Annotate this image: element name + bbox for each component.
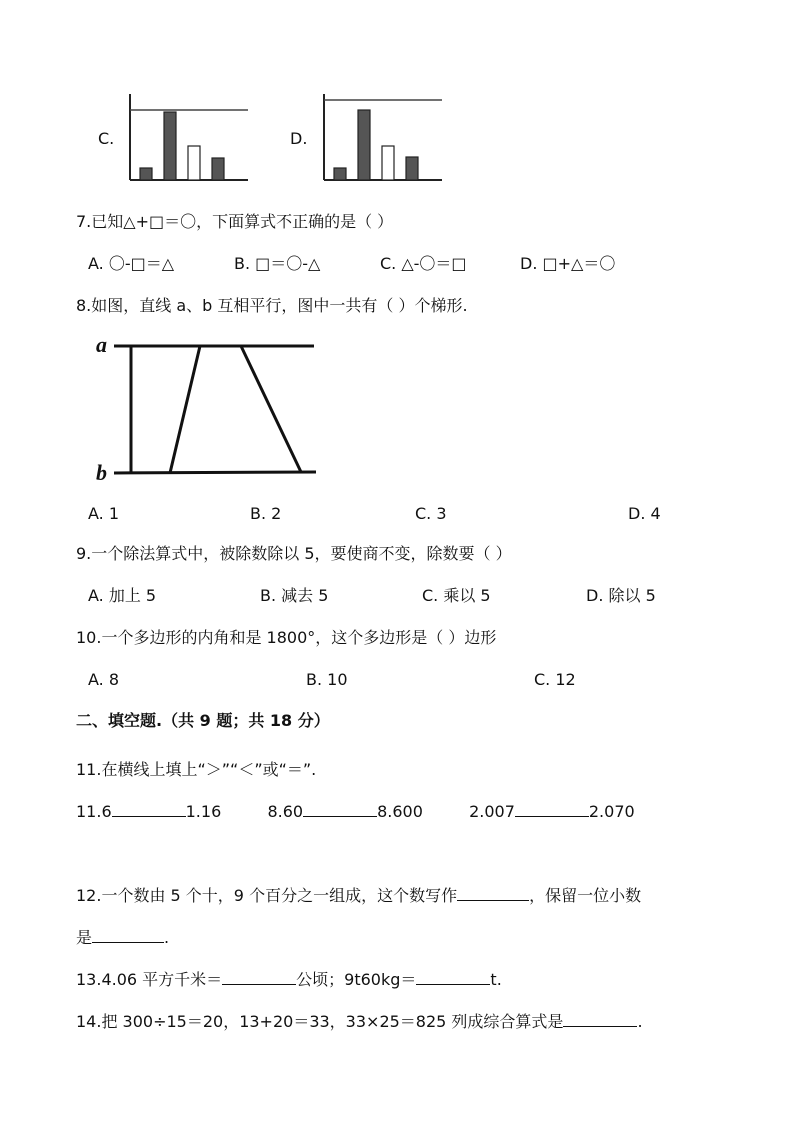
q6-option-d-label[interactable]: D. xyxy=(290,129,308,148)
section-2-title: 二、填空题.（共 9 题；共 18 分） xyxy=(76,711,330,730)
q10-option-a[interactable]: A. 8 xyxy=(88,670,120,689)
q10-option-b[interactable]: B. 10 xyxy=(306,670,348,689)
q13-text-1: 13.4.06 平方千米＝ xyxy=(76,970,223,989)
q9-option-a[interactable]: A. 加上 5 xyxy=(88,586,157,605)
q13-text-3: t. xyxy=(490,970,502,989)
q13-blank-2[interactable] xyxy=(416,984,490,985)
q11-part3-right: 2.070 xyxy=(588,802,635,821)
q12-text-1: 12.一个数由 5 个十，9 个百分之一组成，这个数写作 xyxy=(76,886,458,905)
q11-part1-left: 11.6 xyxy=(76,802,112,821)
q9-option-c[interactable]: C. 乘以 5 xyxy=(422,586,491,605)
q11-stem: 11.在横线上填上“＞”“＜”或“＝”. xyxy=(76,760,317,779)
q14-text-2: . xyxy=(637,1012,643,1031)
chart-c-bar-1 xyxy=(140,168,152,180)
q9-stem: 9.一个除法算式中，被除数除以 5，要使商不变，除数要（ ） xyxy=(76,544,512,563)
q8-option-a[interactable]: A. 1 xyxy=(88,504,120,523)
q9-option-b[interactable]: B. 减去 5 xyxy=(260,586,329,605)
q8-trapezoid-figure xyxy=(88,330,328,490)
q12-line-1 xyxy=(76,886,641,906)
q10-option-c[interactable]: C. 12 xyxy=(534,670,576,689)
q14-line xyxy=(76,1012,643,1032)
q7-option-c[interactable]: C. △-〇＝□ xyxy=(380,254,467,273)
q11-comparisons xyxy=(76,802,635,822)
q10-stem: 10.一个多边形的内角和是 1800°，这个多边形是（ ）边形 xyxy=(76,628,497,647)
q12-line-2 xyxy=(76,928,169,948)
q8-option-c[interactable]: C. 3 xyxy=(415,504,447,523)
q12-text-2: ，保留一位小数 xyxy=(529,886,642,905)
q12-text-3: 是 xyxy=(76,928,93,947)
q7-option-a[interactable]: A. 〇-□＝△ xyxy=(88,254,175,273)
q12-text-4: . xyxy=(164,928,170,947)
chart-d-bar-1 xyxy=(334,168,346,180)
chart-d-bar-3 xyxy=(382,146,394,180)
chart-d-bar-4 xyxy=(406,157,418,180)
q6-option-c-chart xyxy=(120,92,250,186)
q7-option-b[interactable]: B. □＝〇-△ xyxy=(234,254,321,273)
q13-line xyxy=(76,970,502,990)
q11-part2-left: 8.60 xyxy=(267,802,304,821)
q14-text-1: 14.把 300÷15＝20，13+20＝33，33×25＝825 列成综合算式是 xyxy=(76,1012,564,1031)
q9-option-d[interactable]: D. 除以 5 xyxy=(586,586,656,605)
q6-option-d-chart xyxy=(314,92,444,186)
q14-blank[interactable] xyxy=(563,1026,637,1027)
q8-option-b[interactable]: B. 2 xyxy=(250,504,282,523)
q11-part3-left: 2.007 xyxy=(469,802,515,821)
chart-d-bar-2 xyxy=(358,110,370,180)
chart-c-bar-3 xyxy=(188,146,200,180)
figure-background xyxy=(88,330,328,490)
chart-c-bar-2 xyxy=(164,112,176,180)
q6-option-c-label[interactable]: C. xyxy=(98,129,115,148)
q11-blank-3[interactable] xyxy=(515,816,589,817)
q12-blank-1[interactable] xyxy=(457,900,529,901)
q7-stem: 7.已知△+□＝〇，下面算式不正确的是（ ） xyxy=(76,212,394,231)
q7-option-d[interactable]: D. □+△＝〇 xyxy=(520,254,616,273)
chart-c-bar-4 xyxy=(212,158,224,180)
q8-stem: 8.如图，直线 a、b 互相平行，图中一共有（ ）个梯形. xyxy=(76,296,468,315)
q11-part1-right: 1.16 xyxy=(185,802,222,821)
line-b-label: b xyxy=(96,460,107,485)
line-b xyxy=(114,472,316,473)
line-a-label: a xyxy=(96,332,107,357)
q8-option-d[interactable]: D. 4 xyxy=(628,504,661,523)
q12-blank-2[interactable] xyxy=(92,942,164,943)
q13-blank-1[interactable] xyxy=(222,984,296,985)
q13-text-2: 公顷；9t60kg＝ xyxy=(296,970,417,989)
q11-blank-2[interactable] xyxy=(303,816,377,817)
q11-blank-1[interactable] xyxy=(112,816,186,817)
q11-part2-right: 8.600 xyxy=(377,802,423,821)
